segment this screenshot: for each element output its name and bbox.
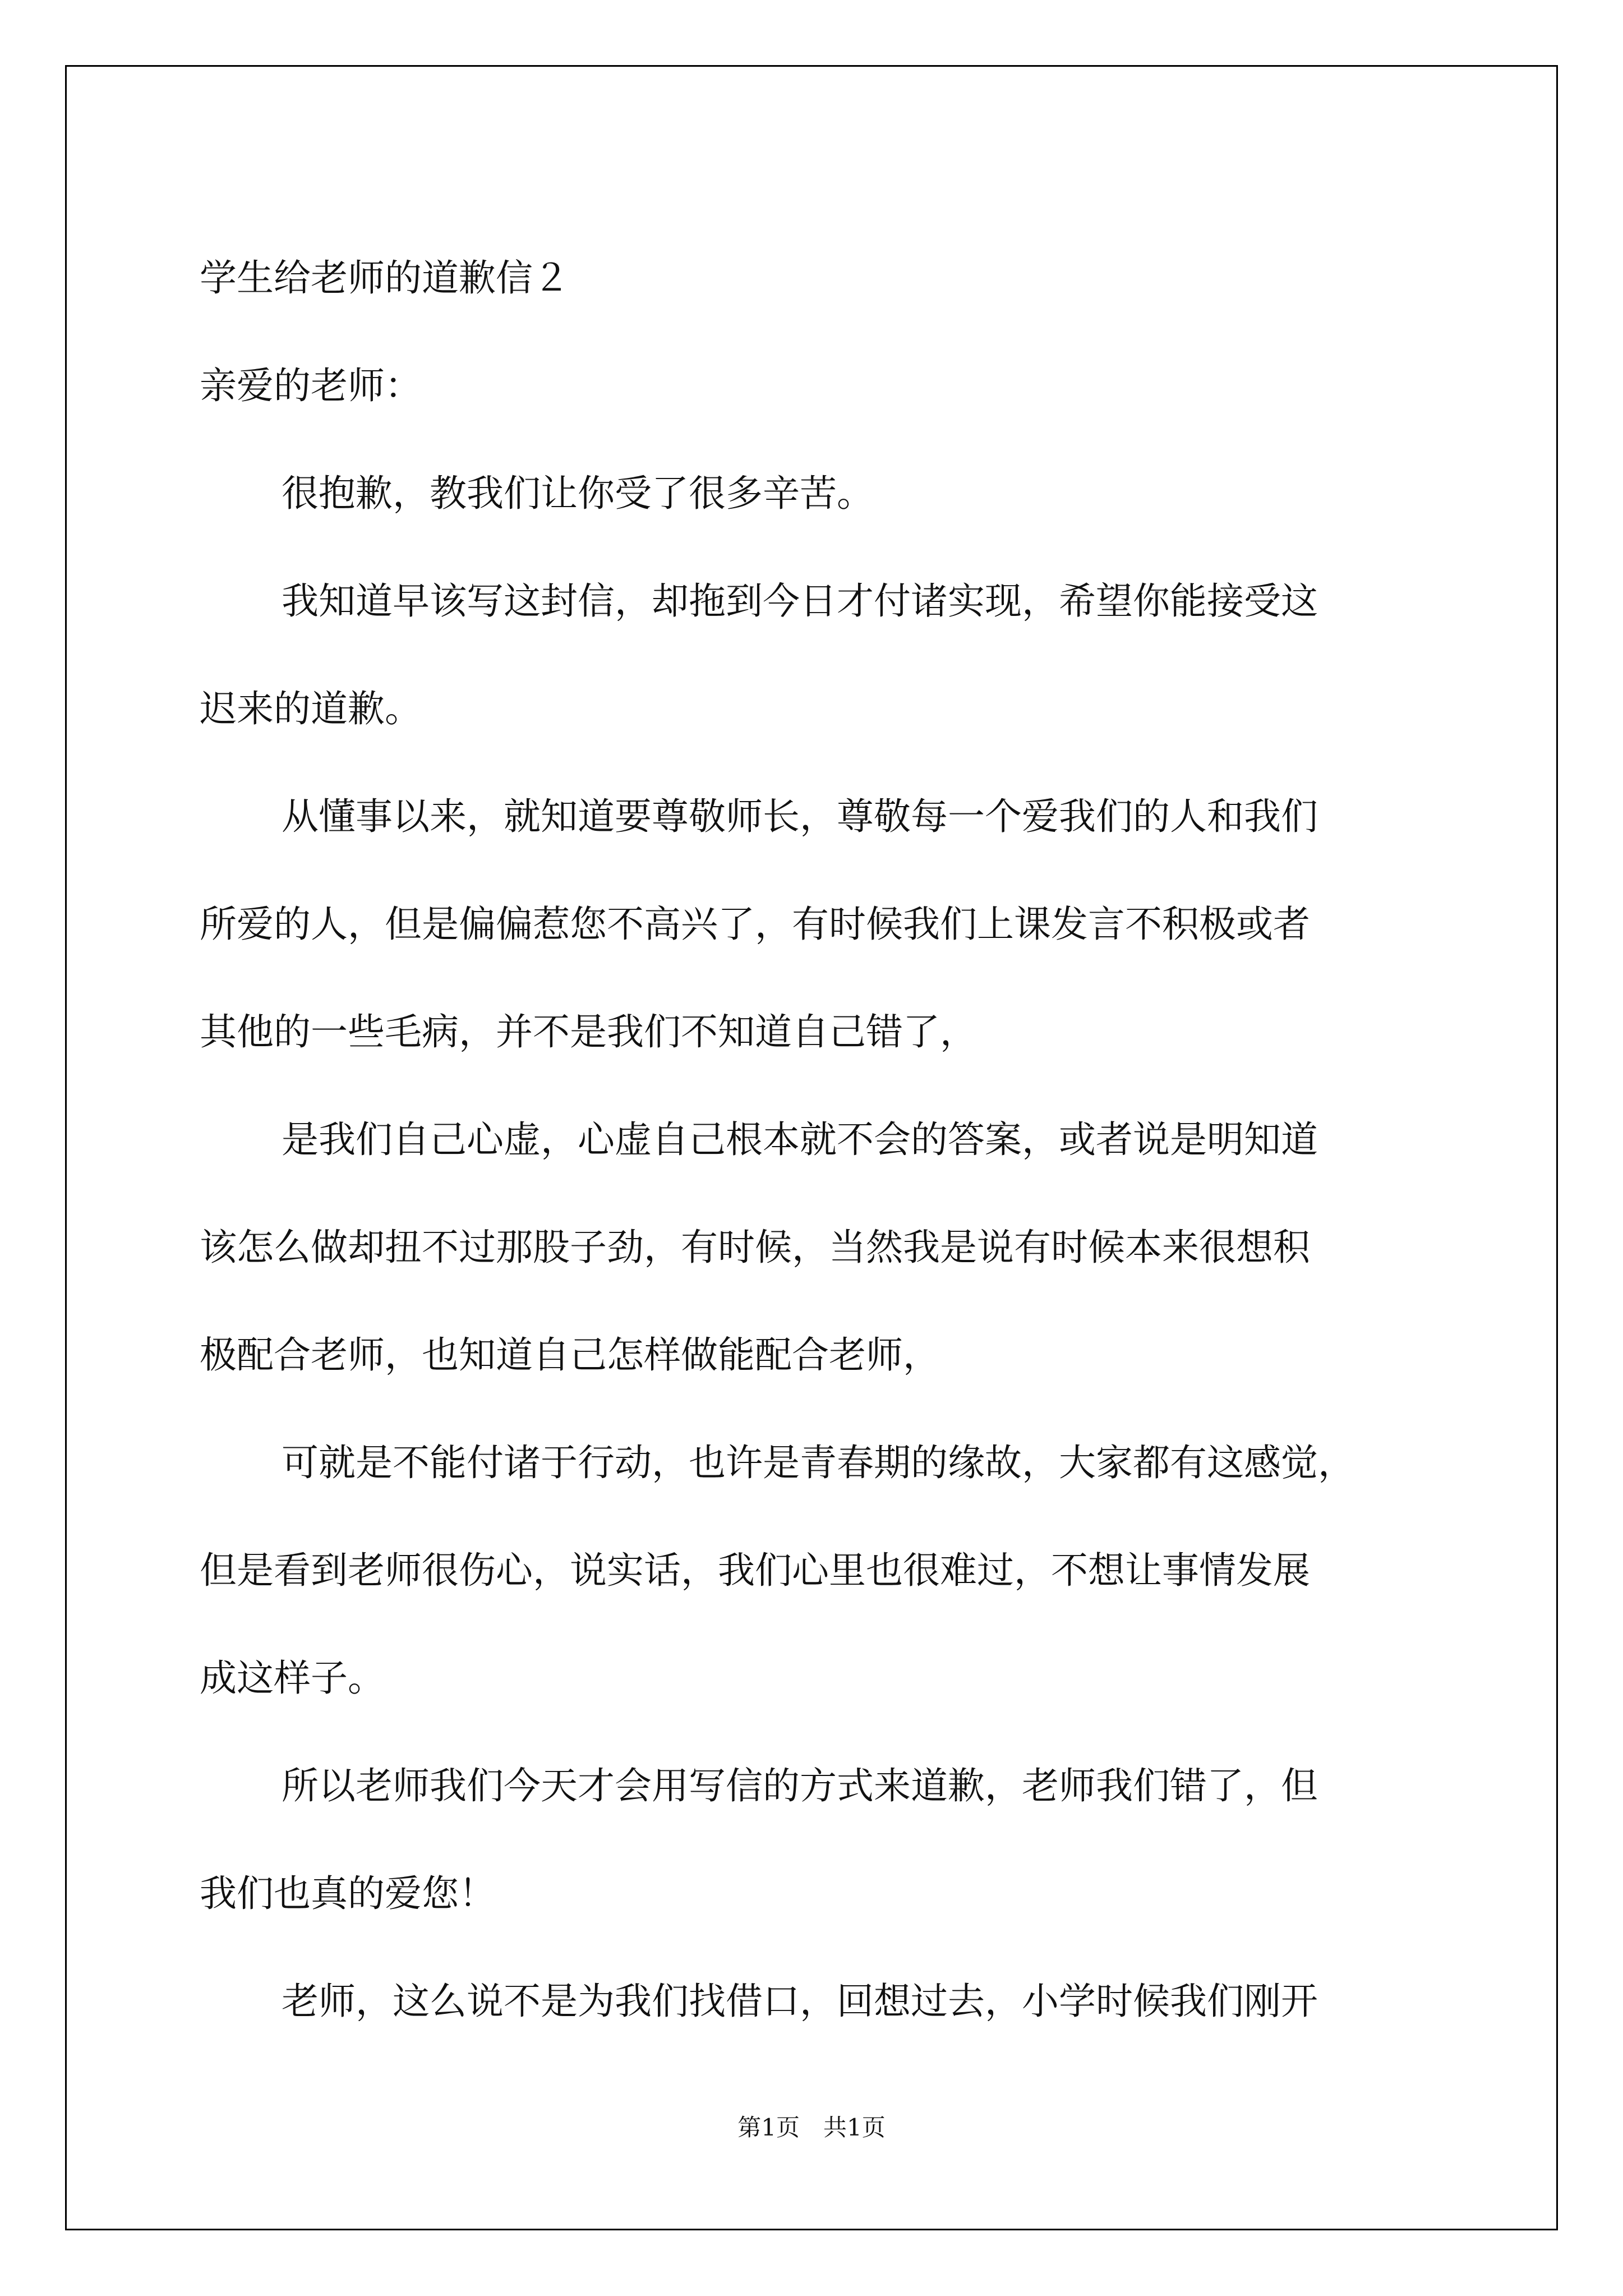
paragraph-line: 迟来的道歉。 <box>200 687 422 730</box>
page-number-footer: 第1页 共1页 <box>737 2114 886 2141</box>
document-title: 学生给老师的道歉信２ <box>200 256 570 300</box>
paragraph-line: 其他的一些毛病，并不是我们不知道自己错了， <box>200 1010 977 1053</box>
paragraph-line: 极配合老师，也知道自己怎样做能配合老师， <box>200 1333 940 1377</box>
paragraph-line: 我知道早该写这封信，却拖到今日才付诸实现，希望你能接受这 <box>282 579 1318 623</box>
paragraph-line: 所以老师我们今天才会用写信的方式来道歉，老师我们错了，但 <box>282 1764 1318 1807</box>
paragraph-line: 我们也真的爱您！ <box>200 1872 496 1915</box>
paragraph-line: 该怎么做却扭不过那股子劲，有时候，当然我是说有时候本来很想积 <box>200 1226 1310 1269</box>
document-body <box>200 224 1433 2055</box>
paragraph-line: 成这样子。 <box>200 1657 385 1700</box>
salutation: 亲爱的老师： <box>200 364 422 407</box>
paragraph-line: 可就是不能付诸于行动，也许是青春期的缘故，大家都有这感觉， <box>282 1441 1355 1484</box>
paragraph-line: 很抱歉，教我们让你受了很多辛苦。 <box>282 472 874 515</box>
paragraph-line: 老师，这么说不是为我们找借口，回想过去，小学时候我们刚开 <box>282 1980 1318 2023</box>
paragraph-line: 所爱的人，但是偏偏惹您不高兴了，有时候我们上课发言不积极或者 <box>200 903 1310 946</box>
paragraph-line: 是我们自己心虚，心虚自己根本就不会的答案，或者说是明知道 <box>282 1118 1318 1161</box>
paragraph-line: 但是看到老师很伤心，说实话，我们心里也很难过，不想让事情发展 <box>200 1549 1310 1592</box>
paragraph-line: 从懂事以来，就知道要尊敬师长，尊敬每一个爱我们的人和我们 <box>282 795 1318 838</box>
